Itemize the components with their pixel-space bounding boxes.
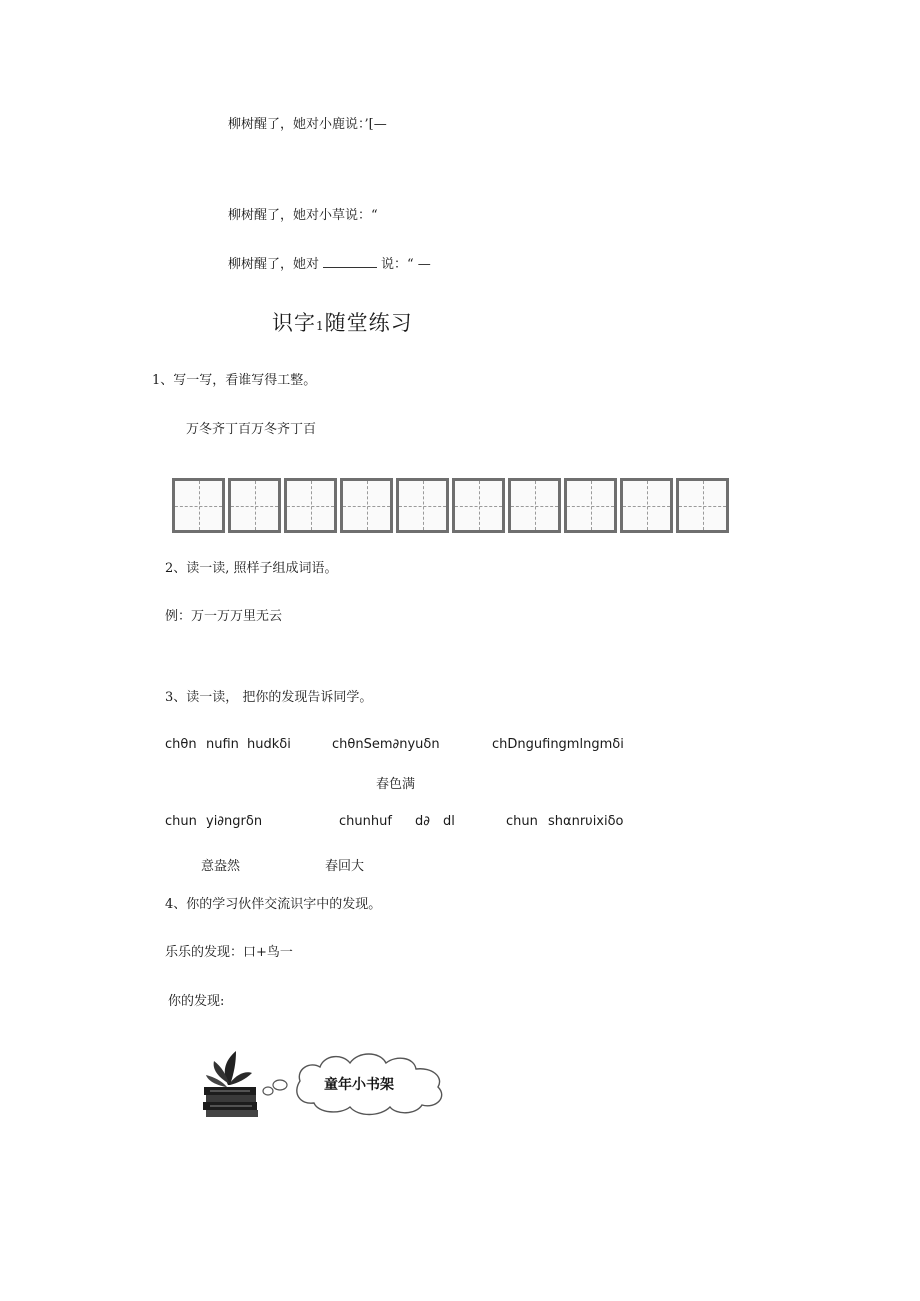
writing-grid-cell[interactable] xyxy=(452,478,505,533)
grid-guide-vertical xyxy=(479,481,480,530)
q3-word: 春色满 xyxy=(376,777,416,792)
writing-grid-cell[interactable] xyxy=(340,478,393,533)
q1-characters: 万冬齐丁百万冬齐丁百 xyxy=(186,422,317,437)
title-number: 1 xyxy=(316,319,325,333)
writing-grid-cell[interactable] xyxy=(508,478,561,533)
grid-guide-vertical xyxy=(423,481,424,530)
pinyin: dl xyxy=(443,814,455,829)
pinyin: chDngufingmlngmδi xyxy=(492,737,624,752)
pinyin: d∂ xyxy=(415,814,430,829)
sentence-blank-prefix: 柳树醒了，她对 xyxy=(228,257,320,272)
writing-grid-cell[interactable] xyxy=(284,478,337,533)
grid-guide-vertical xyxy=(311,481,312,530)
sentence-willow-deer: 柳树醒了，她对小鹿说：’[— xyxy=(228,117,387,132)
pinyin: shαnrυixiδo xyxy=(548,814,624,829)
q2-example: 例：万一万万里无云 xyxy=(165,609,283,624)
pinyin: chθnSem∂nyuδn xyxy=(332,737,440,752)
q4-your-finding: 你的发现: xyxy=(168,994,225,1009)
q4-prompt: 4、你的学习伙伴交流识字中的发现。 xyxy=(165,897,382,912)
pinyin: chunhuf xyxy=(339,814,392,829)
cloud-text: 童年小书架 xyxy=(324,1077,394,1093)
q3-word: 春回大 xyxy=(325,859,365,874)
q4-lele-finding: 乐乐的发现：口+鸟一 xyxy=(165,945,293,960)
bookshelf-banner xyxy=(200,1043,452,1119)
pinyin: yi∂ngrδn xyxy=(206,814,263,829)
writing-grid-cell[interactable] xyxy=(172,478,225,533)
grid-guide-vertical xyxy=(647,481,648,530)
title-part-b: 随堂练习 xyxy=(324,311,413,335)
sentence-blank-suffix: 说：“ — xyxy=(381,257,431,272)
writing-grid-cell[interactable] xyxy=(396,478,449,533)
sentence-willow-blank xyxy=(228,258,431,271)
q2-prompt: 2、读一读, 照样子组成词语。 xyxy=(165,561,338,576)
pinyin: nufin xyxy=(206,737,239,752)
writing-grid-cell[interactable] xyxy=(620,478,673,533)
pinyin: chun xyxy=(506,814,538,829)
q3-prompt: 3、读一读， 把你的发现告诉同学。 xyxy=(165,690,373,705)
grid-guide-vertical xyxy=(535,481,536,530)
grid-guide-vertical xyxy=(591,481,592,530)
writing-grid xyxy=(172,478,729,533)
sentence-willow-grass: 柳树醒了，她对小草说：“ xyxy=(228,208,378,223)
q3-word: 意盎然 xyxy=(201,859,241,874)
title-part-a: 识字 xyxy=(272,311,316,335)
pinyin: hudkδi xyxy=(247,737,291,752)
books-plant-icon xyxy=(203,1051,258,1117)
q1-prompt: 1、写一写，看谁写得工整。 xyxy=(152,373,317,388)
grid-guide-vertical xyxy=(703,481,704,530)
grid-guide-vertical xyxy=(199,481,200,530)
writing-grid-cell[interactable] xyxy=(564,478,617,533)
page-title xyxy=(272,313,413,334)
pinyin: chθn xyxy=(165,737,197,752)
writing-grid-cell[interactable] xyxy=(676,478,729,533)
grid-guide-vertical xyxy=(255,481,256,530)
writing-grid-cell[interactable] xyxy=(228,478,281,533)
thought-cloud xyxy=(263,1054,442,1115)
pinyin: chun xyxy=(165,814,197,829)
grid-guide-vertical xyxy=(367,481,368,530)
fill-in-blank[interactable] xyxy=(323,266,377,268)
